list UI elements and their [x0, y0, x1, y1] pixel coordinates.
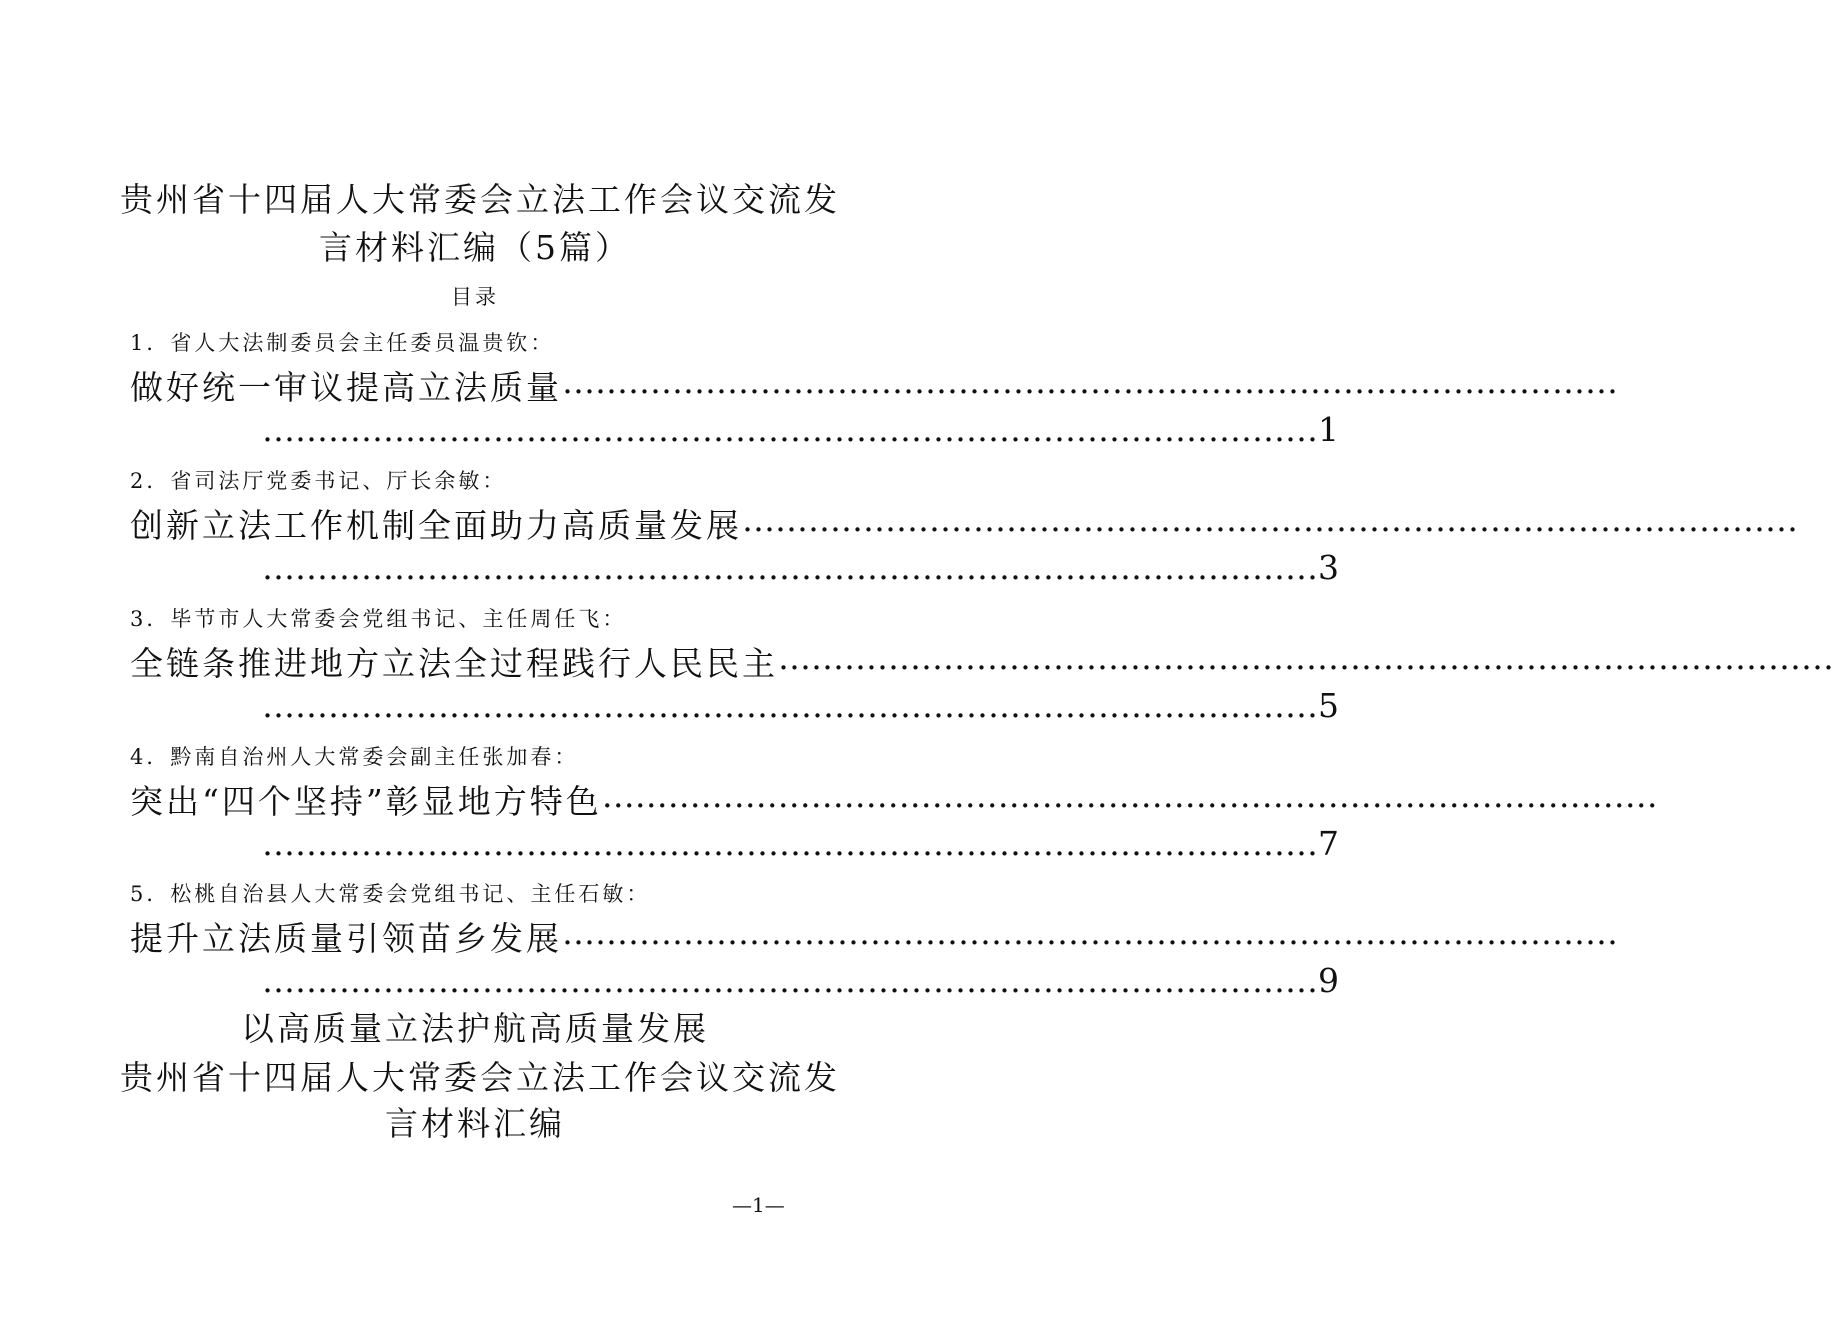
leader-dots: ……………………………………………………………………………………: [742, 500, 1798, 539]
toc-entry-1-page: 1: [1318, 410, 1339, 449]
document-title-line-2: 言材料汇编（5篇）: [319, 228, 631, 267]
toc-entry-5-continuation: [262, 961, 1339, 1000]
toc-entry-3-page: 5: [1318, 686, 1339, 725]
toc-entry-2-continuation: [262, 548, 1339, 587]
body-title-line-1: 贵州省十四届人大常委会立法工作会议交流发: [120, 1058, 840, 1097]
leader-dots: ……………………………………………………………………………………: [262, 961, 1318, 1000]
leader-dots: ……………………………………………………………………………………: [562, 362, 1618, 401]
toc-entry-1-title: 做好统一审议提高立法质量: [130, 368, 562, 407]
toc-entry-3-title-line[interactable]: [130, 638, 1834, 685]
leader-dots: ……………………………………………………………………………………: [562, 913, 1618, 952]
document-title-line-1: 贵州省十四届人大常委会立法工作会议交流发: [120, 180, 840, 219]
toc-entry-5-page: 9: [1318, 961, 1339, 1000]
body-title-line-2: 言材料汇编: [385, 1104, 565, 1143]
toc-entry-4-page: 7: [1318, 824, 1339, 863]
body-heading: 以高质量立法护航高质量发展: [241, 1009, 709, 1048]
leader-dots: ……………………………………………………………………………………: [262, 410, 1318, 449]
toc-entry-2-author: 2．省司法厅党委书记、厅长余敏：: [130, 469, 507, 493]
toc-entry-2-title-line[interactable]: [130, 500, 1798, 547]
toc-entry-1-author: 1．省人大法制委员会主任委员温贵钦：: [130, 331, 555, 355]
leader-dots: ……………………………………………………………………………………: [601, 776, 1658, 815]
toc-entry-2-title: 创新立法工作机制全面助力高质量发展: [130, 506, 742, 545]
toc-entry-4-author: 4．黔南自治州人大常委会副主任张加春：: [130, 745, 579, 769]
toc-entry-4-title: 突出“四个坚持”彰显地方特色: [130, 782, 602, 821]
toc-entry-1-title-line[interactable]: [130, 362, 1618, 409]
page-number: —1—: [732, 1193, 785, 1217]
toc-entry-2-page: 3: [1318, 548, 1339, 587]
leader-dots: ……………………………………………………………………………………: [778, 638, 1834, 677]
toc-entry-3-author: 3．毕节市人大常委会党组书记、主任周任飞：: [130, 607, 627, 631]
toc-entry-1-continuation: [262, 410, 1339, 449]
toc-entry-3-title: 全链条推进地方立法全过程践行人民民主: [130, 644, 778, 683]
toc-entry-5-title: 提升立法质量引领苗乡发展: [130, 919, 562, 958]
leader-dots: ……………………………………………………………………………………: [262, 824, 1318, 863]
toc-entry-4-title-line[interactable]: [130, 776, 1658, 823]
leader-dots: ……………………………………………………………………………………: [262, 686, 1318, 725]
toc-heading: 目录: [451, 285, 499, 309]
toc-entry-5-author: 5．松桃自治县人大常委会党组书记、主任石敏：: [130, 882, 651, 906]
toc-entry-5-title-line[interactable]: [130, 913, 1618, 960]
leader-dots: ……………………………………………………………………………………: [262, 548, 1318, 587]
toc-entry-3-continuation: [262, 686, 1339, 725]
toc-entry-4-continuation: [262, 824, 1339, 863]
